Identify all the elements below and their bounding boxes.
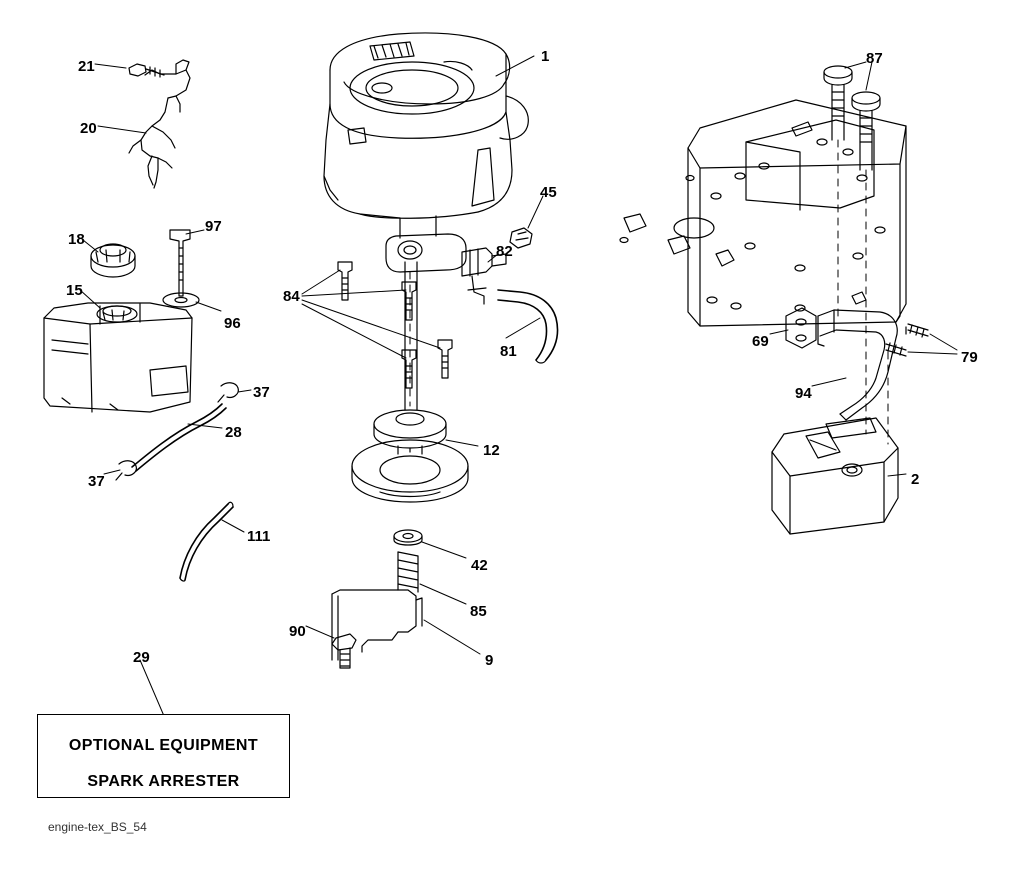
callout-37: 37 xyxy=(253,384,270,401)
callout-81: 81 xyxy=(500,343,517,360)
callout-82: 82 xyxy=(496,243,513,260)
callout-85: 85 xyxy=(470,603,487,620)
callout-15: 15 xyxy=(66,282,83,299)
callout-94: 94 xyxy=(795,385,812,402)
callout-84: 84 xyxy=(283,288,300,305)
part-clamp-37-upper xyxy=(218,383,238,402)
figure-id-label: engine-tex_BS_54 xyxy=(48,820,147,834)
callout-45: 45 xyxy=(540,184,557,201)
callout-87: 87 xyxy=(866,50,883,67)
part-screw-90 xyxy=(332,634,356,668)
part-hose-111 xyxy=(180,502,233,581)
part-rod-9 xyxy=(332,590,422,660)
part-screw-87-left xyxy=(824,66,852,140)
assembly-dashed-lines xyxy=(410,140,888,444)
callout-21: 21 xyxy=(78,58,95,75)
spark-arrester-label: SPARK ARRESTER xyxy=(87,773,240,790)
part-nut-45 xyxy=(510,228,532,248)
callout-28: 28 xyxy=(225,424,242,441)
part-spring-85 xyxy=(398,552,418,592)
part-engine-1 xyxy=(324,33,528,410)
callout-111: 111 xyxy=(247,528,271,545)
part-washer-96 xyxy=(163,293,199,307)
part-gasket-69 xyxy=(786,308,816,348)
part-bracket-20 xyxy=(129,60,190,188)
callout-2: 2 xyxy=(911,471,920,488)
part-screws-79 xyxy=(886,324,928,356)
callout-12: 12 xyxy=(483,442,500,459)
callout-9: 9 xyxy=(485,652,494,669)
part-muffler-2 xyxy=(772,418,898,534)
part-bolt-97 xyxy=(170,230,190,296)
callout-20: 20 xyxy=(80,120,97,137)
part-exhaust-pipe-94 xyxy=(818,310,897,420)
callout-79: 79 xyxy=(961,349,978,366)
callout-90: 90 xyxy=(289,623,306,640)
part-chassis-frame xyxy=(620,100,906,326)
callout-18: 18 xyxy=(68,231,85,248)
part-clamp-37-lower xyxy=(116,461,136,480)
part-screw-87-right xyxy=(852,92,880,170)
callout-37: 37 xyxy=(88,473,105,490)
callout-1: 1 xyxy=(541,48,550,65)
part-bolts-84 xyxy=(338,262,452,388)
callout-42: 42 xyxy=(471,557,488,574)
callout-69: 69 xyxy=(752,333,769,350)
part-fuel-tank-15 xyxy=(44,303,192,412)
leader-lines xyxy=(80,56,957,716)
callout-97: 97 xyxy=(205,218,222,235)
part-pulley-12 xyxy=(352,410,468,502)
optional-equipment-label: OPTIONAL EQUIPMENT xyxy=(68,737,259,754)
part-fuel-cap-18 xyxy=(91,244,135,277)
callout-96: 96 xyxy=(224,315,241,332)
part-screw-21 xyxy=(129,64,164,77)
optional-equipment-box xyxy=(37,714,290,798)
part-fuel-line-28 xyxy=(132,404,226,471)
part-washer-42 xyxy=(394,530,422,545)
callout-29: 29 xyxy=(133,649,150,666)
